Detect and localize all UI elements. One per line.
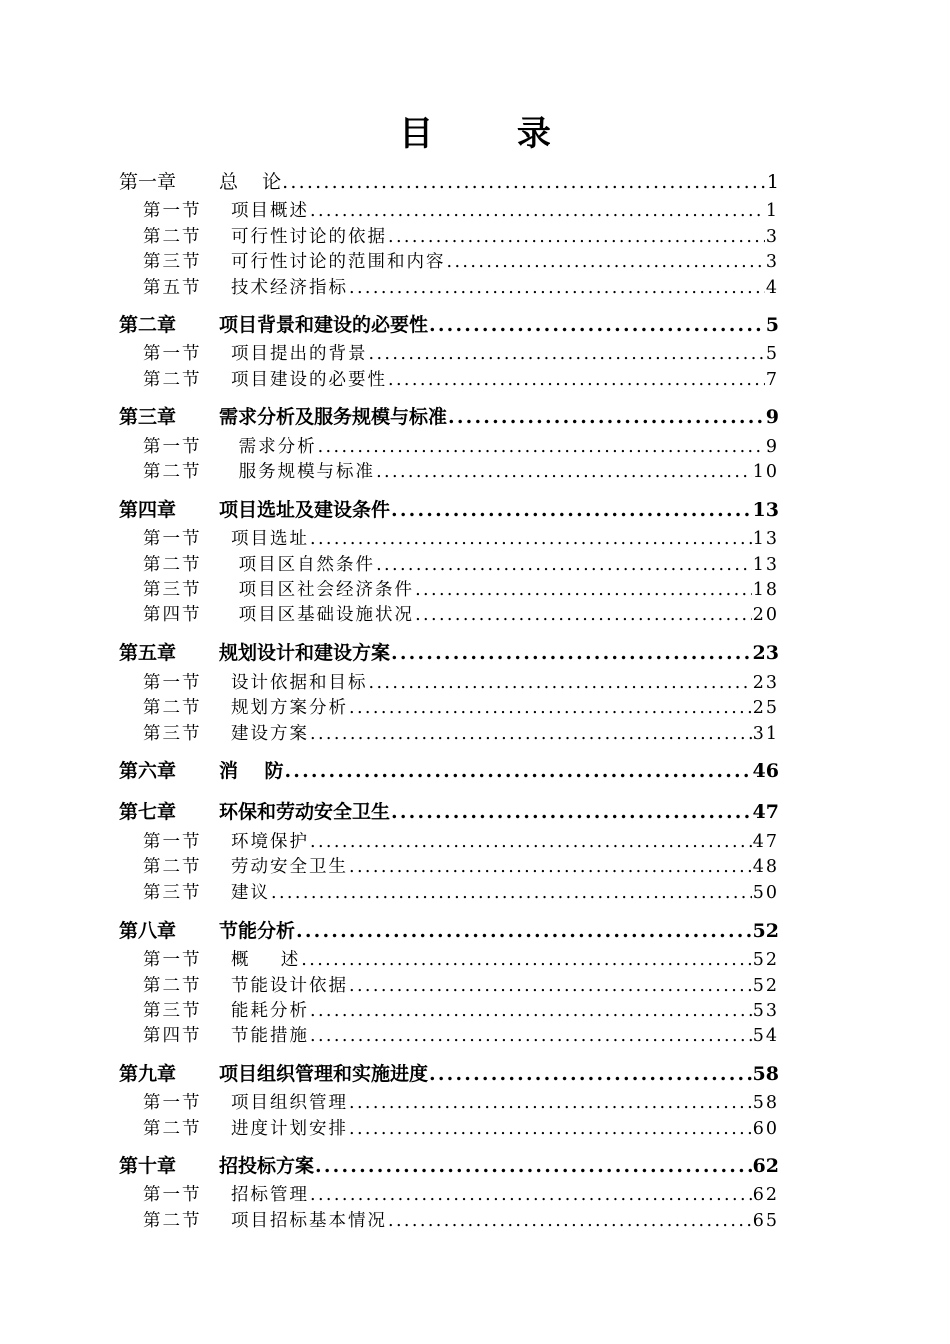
toc-page-number: 1 <box>766 171 779 193</box>
toc-section-label: 第二节 <box>143 555 202 575</box>
toc-page-number: 60 <box>752 1119 779 1139</box>
toc-page-number: 62 <box>752 1155 779 1177</box>
toc-leader-dots <box>349 698 752 718</box>
toc-page-number: 9 <box>765 437 779 457</box>
toc-section-title: 项目招标基本情况 <box>231 1211 387 1231</box>
toc-chapter-title: 需求分析及服务规模与标准 <box>219 406 448 428</box>
toc-section-entry[interactable] <box>143 828 779 852</box>
toc-section-label: 第二节 <box>143 370 202 390</box>
toc-section-entry[interactable] <box>143 1089 779 1113</box>
toc-chapter-title: 项目选址及建设条件 <box>219 499 391 521</box>
toc-leader-dots <box>369 344 765 364</box>
toc-leader-dots <box>448 406 765 428</box>
toc-leader-dots <box>369 673 752 693</box>
toc-leader-dots <box>349 1093 752 1113</box>
toc-section-label: 第二节 <box>143 976 202 996</box>
toc-leader-dots <box>376 555 752 575</box>
toc-section-label: 第一节 <box>143 1185 202 1205</box>
toc-section-label: 第二节 <box>143 1211 202 1231</box>
toc-section-entry[interactable] <box>143 669 779 693</box>
toc-section-title: 服务规模与标准 <box>231 462 376 482</box>
toc-section-label: 第一节 <box>143 344 202 364</box>
toc-leader-dots <box>296 920 752 942</box>
toc-section-entry[interactable] <box>143 223 779 247</box>
toc-section-label: 第一节 <box>143 1093 202 1113</box>
toc-section-entry[interactable] <box>143 340 779 364</box>
toc-section-entry[interactable] <box>143 551 779 575</box>
toc-section-title: 能耗分析 <box>231 1001 309 1021</box>
toc-page-number: 48 <box>752 857 779 877</box>
toc-page-number: 31 <box>752 724 779 744</box>
toc-leader-dots <box>282 171 766 193</box>
toc-page-number: 58 <box>752 1093 779 1113</box>
toc-section-entry[interactable] <box>143 946 779 970</box>
toc-section-label: 第二节 <box>143 698 202 718</box>
toc-leader-dots <box>429 314 765 336</box>
toc-chapter-title: 项目背景和建设的必要性 <box>219 314 429 336</box>
toc-page-number: 9 <box>765 406 779 428</box>
toc-section-title: 技术经济指标 <box>231 278 348 298</box>
toc-page-number: 3 <box>765 252 779 272</box>
toc-chapter-entry[interactable] <box>119 495 779 521</box>
toc-section-title: 设计依据和目标 <box>231 673 368 693</box>
toc-leader-dots <box>271 883 752 903</box>
toc-leader-dots <box>349 1119 752 1139</box>
toc-section-label: 第一节 <box>143 950 202 970</box>
toc-leader-dots <box>349 857 752 877</box>
toc-section-label: 第三节 <box>143 252 202 272</box>
toc-chapter-entry[interactable] <box>119 1059 779 1085</box>
toc-section-title: 可行性讨论的依据 <box>231 227 387 247</box>
toc-chapter-title: 招投标方案 <box>219 1155 315 1177</box>
toc-leader-dots <box>391 499 752 521</box>
toc-page-number: 46 <box>752 760 779 782</box>
toc-page-number: 47 <box>752 832 779 852</box>
toc-section-label: 第二节 <box>143 1119 202 1139</box>
toc-section-title: 建议 <box>231 883 270 903</box>
toc-leader-dots <box>310 529 752 549</box>
toc-section-label: 第四节 <box>143 1026 202 1046</box>
toc-page-number: 65 <box>752 1211 779 1231</box>
toc-section-entry[interactable] <box>143 694 779 718</box>
toc-leader-dots <box>315 1155 752 1177</box>
toc-section-label: 第一节 <box>143 201 202 221</box>
toc-chapter-title: 项目组织管理和实施进度 <box>219 1063 429 1085</box>
toc-chapter-entry[interactable] <box>119 916 779 942</box>
toc-leader-dots <box>391 801 752 823</box>
toc-leader-dots <box>310 1185 752 1205</box>
toc-leader-dots <box>349 278 765 298</box>
toc-section-entry[interactable] <box>143 1022 779 1046</box>
toc-page-number: 23 <box>752 673 779 693</box>
toc-section-label: 第三节 <box>143 883 202 903</box>
toc-page-number: 13 <box>752 529 779 549</box>
toc-chapter-entry[interactable] <box>119 167 779 193</box>
toc-chapter-entry[interactable] <box>119 402 779 428</box>
toc-section-entry[interactable] <box>143 197 779 221</box>
toc-section-entry[interactable] <box>143 1115 779 1139</box>
toc-section-title: 项目区基础设施状况 <box>231 605 415 625</box>
toc-section-label: 第三节 <box>143 1001 202 1021</box>
toc-page-number: 52 <box>752 976 779 996</box>
toc-section-label: 第二节 <box>143 857 202 877</box>
toc-page-number: 5 <box>765 314 779 336</box>
toc-leader-dots <box>429 1063 752 1085</box>
toc-page-number: 58 <box>752 1063 779 1085</box>
toc-section-title: 建设方案 <box>231 724 309 744</box>
toc-page-number: 25 <box>752 698 779 718</box>
toc-leader-dots <box>388 1211 752 1231</box>
toc-section-entry[interactable] <box>143 1181 779 1205</box>
toc-section-title: 可行性讨论的范围和内容 <box>231 252 446 272</box>
toc-page-number: 62 <box>752 1185 779 1205</box>
toc-section-label: 第二节 <box>143 462 202 482</box>
toc-section-entry[interactable] <box>143 248 779 272</box>
toc-section-title: 项目选址 <box>231 529 309 549</box>
toc-section-entry[interactable] <box>143 458 779 482</box>
toc-section-label: 第一节 <box>143 437 202 457</box>
toc-chapter-entry[interactable] <box>119 638 779 664</box>
toc-section-label: 第三节 <box>143 724 202 744</box>
toc-section-title: 需求分析 <box>231 437 317 457</box>
toc-chapter-title: 消 防 <box>219 760 284 782</box>
toc-chapter-label: 第五章 <box>119 642 177 664</box>
toc-section-label: 第一节 <box>143 673 202 693</box>
toc-chapter-label: 第九章 <box>119 1063 177 1085</box>
toc-section-label: 第二节 <box>143 227 202 247</box>
toc-leader-dots <box>318 437 765 457</box>
toc-leader-dots <box>349 976 752 996</box>
toc-section-entry[interactable] <box>143 972 779 996</box>
toc-leader-dots <box>388 370 765 390</box>
toc-chapter-title: 总 论 <box>219 171 282 193</box>
toc-section-entry[interactable] <box>143 997 779 1021</box>
toc-page-number: 10 <box>752 462 779 482</box>
toc-leader-dots <box>310 201 765 221</box>
toc-section-label: 第一节 <box>143 832 202 852</box>
toc-page-number: 54 <box>752 1026 779 1046</box>
toc-section-title: 招标管理 <box>231 1185 309 1205</box>
toc-chapter-title: 环保和劳动安全卫生 <box>219 801 391 823</box>
toc-chapter-label: 第三章 <box>119 406 177 428</box>
toc-page-number: 52 <box>752 920 779 942</box>
toc-chapter-label: 第四章 <box>119 499 177 521</box>
toc-page-number: 52 <box>752 950 779 970</box>
toc-leader-dots <box>415 580 752 600</box>
toc-chapter-label: 第六章 <box>119 760 177 782</box>
toc-chapter-entry[interactable] <box>119 310 779 336</box>
toc-chapter-label: 第十章 <box>119 1155 177 1177</box>
toc-leader-dots <box>391 642 752 664</box>
toc-section-label: 第四节 <box>143 605 202 625</box>
toc-section-entry[interactable] <box>143 720 779 744</box>
toc-section-entry[interactable] <box>143 525 779 549</box>
toc-section-entry[interactable] <box>143 366 779 390</box>
toc-leader-dots <box>310 724 752 744</box>
toc-leader-dots <box>447 252 765 272</box>
toc-page-number: 18 <box>752 580 779 600</box>
toc-section-title: 环境保护 <box>231 832 309 852</box>
toc-chapter-entry[interactable] <box>119 756 779 782</box>
toc-leader-dots <box>310 1001 752 1021</box>
toc-page-number: 4 <box>765 278 779 298</box>
toc-leader-dots <box>284 760 751 782</box>
toc-chapter-label: 第一章 <box>119 171 177 193</box>
page-title: 目 录 <box>399 114 587 154</box>
toc-chapter-title: 规划设计和建设方案 <box>219 642 391 664</box>
toc-page-number: 13 <box>752 555 779 575</box>
toc-section-title: 节能措施 <box>231 1026 309 1046</box>
toc-chapter-label: 第七章 <box>119 801 177 823</box>
toc-section-label: 第三节 <box>143 580 202 600</box>
toc-chapter-label: 第二章 <box>119 314 177 336</box>
toc-section-title: 规划方案分析 <box>231 698 348 718</box>
toc-section-title: 节能设计依据 <box>231 976 348 996</box>
toc-page-number: 20 <box>752 605 779 625</box>
toc-section-entry[interactable] <box>143 1207 779 1231</box>
toc-leader-dots <box>301 950 751 970</box>
toc-section-entry[interactable] <box>143 601 779 625</box>
toc-section-title: 项目提出的背景 <box>231 344 368 364</box>
toc-section-title: 进度计划安排 <box>231 1119 348 1139</box>
toc-section-entry[interactable] <box>143 879 779 903</box>
toc-leader-dots <box>388 227 765 247</box>
toc-page-number: 50 <box>752 883 779 903</box>
toc-section-entry[interactable] <box>143 853 779 877</box>
toc-section-label: 第一节 <box>143 529 202 549</box>
toc-section-title: 项目建设的必要性 <box>231 370 387 390</box>
toc-chapter-entry[interactable] <box>119 797 779 823</box>
toc-leader-dots <box>376 462 752 482</box>
toc-chapter-label: 第八章 <box>119 920 177 942</box>
toc-section-title: 项目区自然条件 <box>231 555 376 575</box>
toc-section-title: 项目区社会经济条件 <box>231 580 415 600</box>
toc-section-title: 概 述 <box>231 950 301 970</box>
toc-page-number: 53 <box>752 1001 779 1021</box>
toc-section-entry[interactable] <box>143 274 779 298</box>
toc-section-entry[interactable] <box>143 433 779 457</box>
toc-leader-dots <box>415 605 752 625</box>
toc-section-label: 第五节 <box>143 278 202 298</box>
toc-page-number: 23 <box>752 642 779 664</box>
toc-page-number: 1 <box>765 201 779 221</box>
toc-section-title: 项目概述 <box>231 201 309 221</box>
toc-leader-dots <box>310 1026 752 1046</box>
toc-chapter-entry[interactable] <box>119 1151 779 1177</box>
toc-section-title: 劳动安全卫生 <box>231 857 348 877</box>
toc-section-entry[interactable] <box>143 576 779 600</box>
toc-chapter-title: 节能分析 <box>219 920 296 942</box>
toc-page-number: 47 <box>752 801 779 823</box>
toc-page-number: 3 <box>765 227 779 247</box>
toc-page-number: 13 <box>752 499 779 521</box>
toc-leader-dots <box>310 832 752 852</box>
toc-section-title: 项目组织管理 <box>231 1093 348 1113</box>
toc-page-number: 5 <box>765 344 779 364</box>
toc-page-number: 7 <box>765 370 779 390</box>
